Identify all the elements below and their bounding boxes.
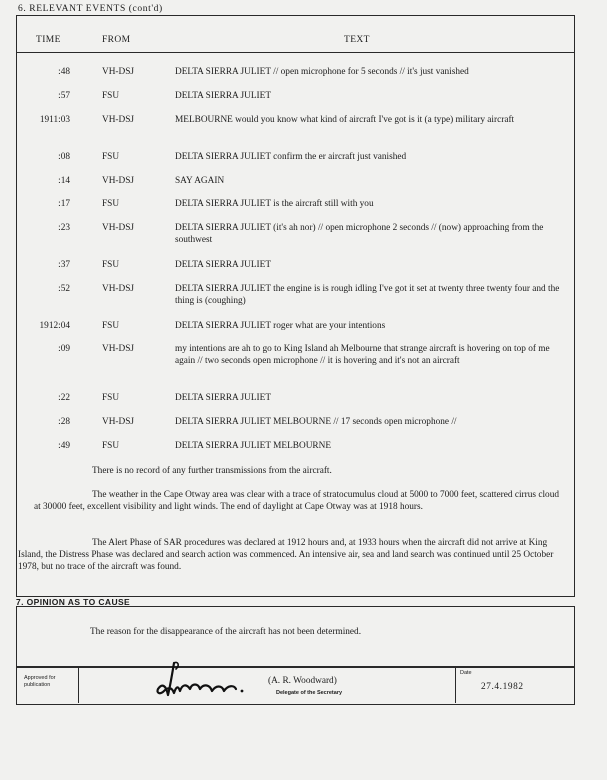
approved-for-publication-label: Approved for publication (24, 675, 56, 688)
header-divider (16, 52, 575, 53)
row-2-text: DELTA SIERRA JULIET (175, 91, 272, 101)
row-5-text: SAY AGAIN (175, 176, 225, 186)
row-9-time: :52 (58, 284, 70, 294)
row-14-time: :49 (58, 441, 70, 451)
row-8-from: FSU (102, 260, 120, 270)
row-7-from: VH-DSJ (102, 223, 135, 233)
row-6-time: :17 (58, 199, 70, 209)
row-1-time: :48 (58, 67, 70, 77)
row-11-from: VH-DSJ (102, 344, 135, 354)
handwritten-signature (152, 655, 252, 699)
column-header-time: TIME (36, 35, 61, 45)
row-4-from: FSU (102, 152, 120, 162)
row-9-from: VH-DSJ (102, 284, 135, 294)
row-14-text: DELTA SIERRA JULIET MELBOURNE (175, 441, 332, 451)
row-2-from: FSU (102, 91, 120, 101)
row-8-text: DELTA SIERRA JULIET (175, 260, 272, 270)
row-6-text: DELTA SIERRA JULIET is the aircraft still with you (175, 199, 374, 209)
paragraph-sar-search: The Alert Phase of SAR procedures was declared at 1912 hours and, at 1933 hours when the aircraft did not arrive at King Island, the Distress Phase was declared and search action was commenced. An intensive air, sea and land search was continued until 25 October 1978, but no trace of the aircraft was found. (18, 538, 554, 572)
row-14-from: FSU (102, 441, 120, 451)
cause-box (16, 606, 575, 668)
row-3-text: MELBOURNE would you know what kind of aircraft I've got is it (a type) military aircraft (175, 115, 515, 125)
paragraph-no-further-transmissions: There is no record of any further transmissions from the aircraft. (92, 466, 332, 476)
signature-divider-right (455, 666, 456, 703)
row-13-text: DELTA SIERRA JULIET MELBOURNE // 17 seconds open microphone // (175, 417, 457, 427)
row-6-from: FSU (102, 199, 120, 209)
signer-name: (A. R. Woodward) (268, 676, 337, 686)
cause-text: The reason for the disappearance of the aircraft has not been determined. (90, 627, 362, 637)
row-1-from: VH-DSJ (102, 67, 135, 77)
row-12-text: DELTA SIERRA JULIET (175, 393, 272, 403)
date-label: Date (460, 670, 472, 676)
row-4-time: :08 (58, 152, 70, 162)
row-10-time: 1912:04 (39, 321, 70, 331)
section-7-title: 7. OPINION AS TO CAUSE (16, 597, 131, 607)
signature-divider-left (78, 666, 79, 703)
column-header-from: FROM (102, 35, 131, 45)
row-13-from: VH-DSJ (102, 417, 135, 427)
row-3-time: 1911:03 (39, 115, 70, 125)
row-3-from: VH-DSJ (102, 115, 135, 125)
row-1-text: DELTA SIERRA JULIET // open microphone for 5 seconds // it's just vanished (175, 67, 469, 77)
row-5-time: :14 (58, 176, 70, 186)
column-header-text: TEXT (344, 35, 370, 45)
section-6-title: 6. RELEVANT EVENTS (cont'd) (18, 4, 163, 14)
signer-title: Delegate of the Secretary (276, 690, 343, 696)
row-5-from: VH-DSJ (102, 176, 135, 186)
row-7-text: DELTA SIERRA JULIET (it's ah nor) // open microphone 2 seconds // (now) approaching from the southwest (175, 223, 544, 245)
row-12-time: :22 (58, 393, 70, 403)
row-10-from: FSU (102, 321, 120, 331)
row-4-text: DELTA SIERRA JULIET confirm the er aircraft just vanished (175, 152, 407, 162)
row-11-text: my intentions are ah to go to King Island ah Melbourne that strange aircraft is hovering on top of me again // two seconds open microphone // it is hovering and it's not an aircraft (175, 344, 550, 366)
row-8-time: :37 (58, 260, 70, 270)
row-12-from: FSU (102, 393, 120, 403)
row-2-time: :57 (58, 91, 70, 101)
row-7-time: :23 (58, 223, 70, 233)
paragraph-weather: The weather in the Cape Otway area was clear with a trace of stratocumulus cloud at 5000 to 7000 feet, scattered cirrus cloud at 30000 feet, excellent visibility and light winds. The end of daylight at Cape Otway was at 1918 hours. (34, 490, 559, 512)
row-11-time: :09 (58, 344, 70, 354)
row-9-text: DELTA SIERRA JULIET the engine is is rough idling I've got it set at twenty three twenty four and the thing is (coughing) (175, 284, 560, 306)
row-13-time: :28 (58, 417, 70, 427)
row-10-text: DELTA SIERRA JULIET roger what are your intentions (175, 321, 386, 331)
date-value: 27.4.1982 (481, 682, 524, 692)
